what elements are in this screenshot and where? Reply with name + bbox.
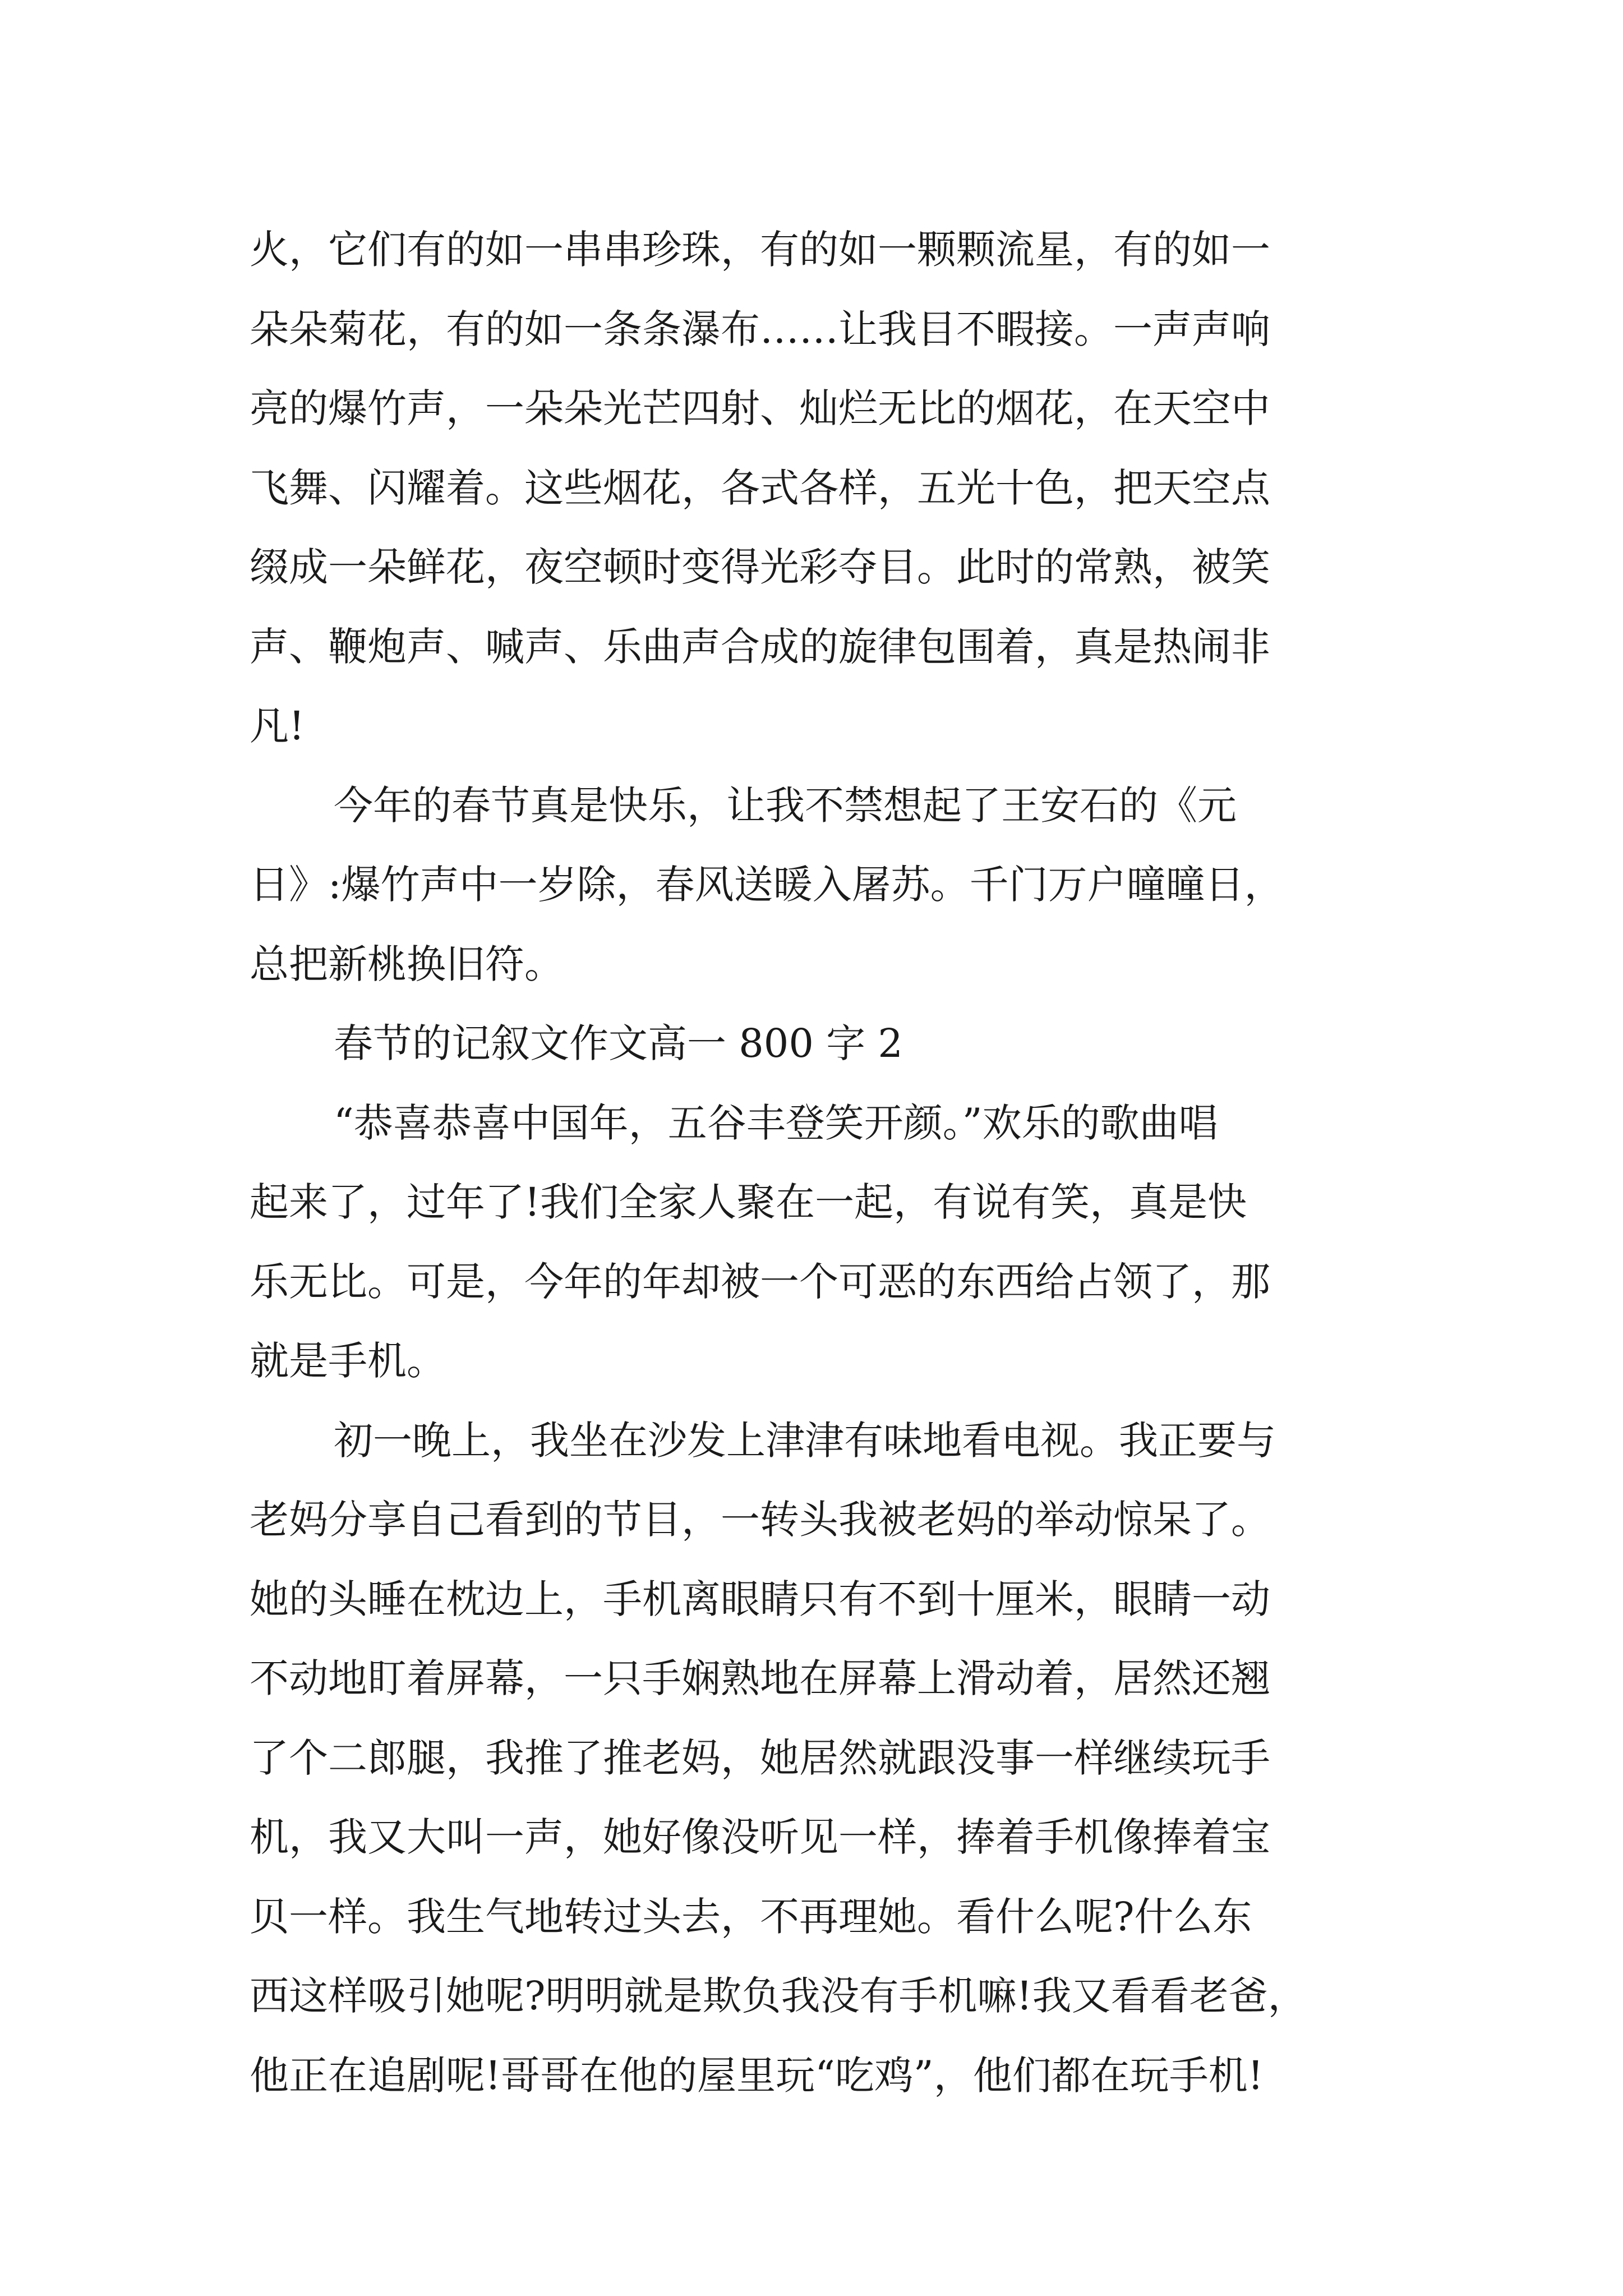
paragraph-line: 缀成一朵鲜花，夜空顿时变得光彩夺目。此时的常熟，被笑: [250, 544, 1270, 590]
paragraph-line: 她的头睡在枕边上，手机离眼睛只有不到十厘米，眼睛一动: [250, 1576, 1270, 1622]
paragraph-line: 亮的爆竹声，一朵朵光芒四射、灿烂无比的烟花，在天空中: [250, 385, 1270, 431]
section-heading: 春节的记叙文作文高一 800 字 2: [334, 1020, 903, 1066]
paragraph-line: 初一晚上，我坐在沙发上津津有味地看电视。我正要与: [334, 1417, 1276, 1464]
paragraph-line: 就是手机。: [250, 1338, 446, 1384]
paragraph-line: 凡!: [250, 703, 305, 749]
paragraph-line: 起来了，过年了!我们全家人聚在一起，有说有笑，真是快: [250, 1179, 1247, 1225]
document-body: [250, 210, 1388, 2115]
paragraph-line: 老妈分享自己看到的节目，一转头我被老妈的举动惊呆了。: [250, 1497, 1270, 1543]
paragraph-line: 西这样吸引她呢?明明就是欺负我没有手机嘛!我又看看老爸，: [250, 1973, 1307, 2019]
paragraph-line: 乐无比。可是，今年的年却被一个可恶的东西给占领了，那: [250, 1258, 1270, 1305]
paragraph-line: “恭喜恭喜中国年，五谷丰登笑开颜。”欢乐的歌曲唱: [334, 1099, 1218, 1146]
paragraph-line: 不动地盯着屏幕，一只手娴熟地在屏幕上滑动着，居然还翘: [250, 1655, 1270, 1701]
paragraph-line: 机，我又大叫一声，她好像没听见一样，捧着手机像捧着宝: [250, 1814, 1270, 1860]
paragraph-line: 声、鞭炮声、喊声、乐曲声合成的旋律包围着，真是热闹非: [250, 623, 1270, 670]
paragraph-line: 飞舞、闪耀着。这些烟花，各式各样，五光十色，把天空点: [250, 464, 1270, 511]
paragraph-line: 朵朵菊花，有的如一条条瀑布……让我目不暇接。一声声响: [250, 306, 1270, 352]
paragraph-line: 日》:爆竹声中一岁除，春风送暖入屠苏。千门万户曈曈日，: [250, 862, 1284, 908]
paragraph-line: 今年的春节真是快乐，让我不禁想起了王安石的《元: [334, 782, 1237, 829]
paragraph-line: 他正在追剧呢!哥哥在他的屋里玩“吃鸡”，他们都在玩手机!: [250, 2052, 1264, 2099]
paragraph-line: 贝一样。我生气地转过头去，不再理她。看什么呢?什么东: [250, 1893, 1252, 1940]
paragraph-line: 火，它们有的如一串串珍珠，有的如一颗颗流星，有的如一: [250, 227, 1270, 273]
paragraph-line: 总把新桃换旧符。: [250, 941, 564, 987]
paragraph-line: 了个二郎腿，我推了推老妈，她居然就跟没事一样继续玩手: [250, 1734, 1270, 1781]
